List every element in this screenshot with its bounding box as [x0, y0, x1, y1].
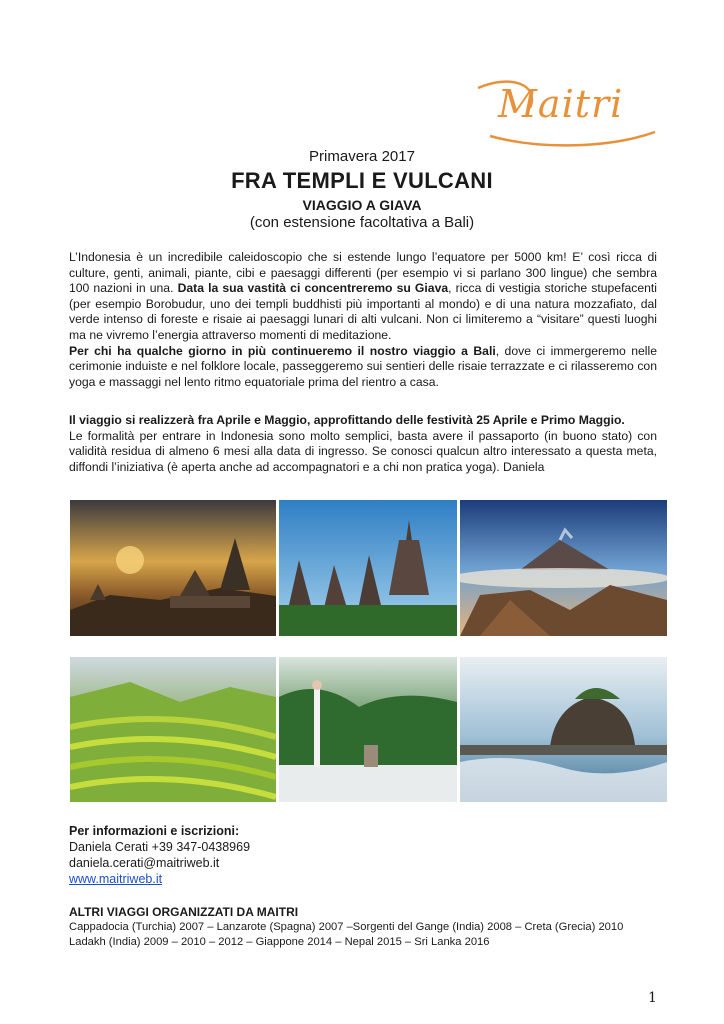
- maitri-logo: [470, 78, 660, 150]
- photo-yoga-bali: [279, 657, 457, 802]
- intro-bold-java: Data la sua vastità ci concentreremo su Giava: [177, 281, 449, 296]
- other-trips-block: [69, 905, 669, 950]
- photo-prambanan: [279, 500, 457, 636]
- page-subtitle: VIAGGIO A GIAVA: [302, 197, 422, 213]
- page-title: FRA TEMPLI E VULCANI: [231, 168, 493, 193]
- season-label: Primavera 2017: [309, 148, 415, 165]
- contact-block: [69, 823, 250, 887]
- page-number: 1: [648, 990, 657, 1006]
- intro-text-a: L’Indonesia è un incredibile caleidoscopio che si estende lungo l’equatore per 5000 km! E’ così ricca di culture, genti, animali, piante, cibi e paesaggi differenti (per esempio vi si parlano 300 lingue) che sembra 100 nazioni in una.: [69, 250, 657, 296]
- photo-bromo-volcano: [460, 500, 667, 636]
- logo-text: Maitri: [498, 82, 624, 126]
- intro-text-bali: , dove ci immergeremo nelle cerimonie induiste e nel folklore locale, passeggeremo sui sentieri delle risaie terrazzate e ci rilasseremo con yoga e massaggi nel lento ritmo equatoriale prima del rientro a casa.: [69, 343, 657, 389]
- other-trips-heading: ALTRI VIAGGI ORGANIZZATI DA MAITRI: [69, 905, 299, 919]
- intro-paragraph: [69, 250, 657, 390]
- intro-bold-bali: Per chi ha qualche giorno in più continueremo il nostro viaggio a Bali: [69, 343, 496, 358]
- other-trips-line-2: Ladakh (India) 2009 – 2010 – 2012 – Giappone 2014 – Nepal 2015 – Sri Lanka 2016: [69, 936, 490, 948]
- contact-heading: Per informazioni e iscrizioni:: [69, 824, 240, 838]
- photo-tanah-lot: [460, 657, 667, 802]
- other-trips-line-1: Cappadocia (Turchia) 2007 – Lanzarote (Spagna) 2007 –Sorgenti del Gange (India) 2008 – Creta (Grecia) 2010: [69, 921, 624, 933]
- contact-email: daniela.cerati@maitriweb.it: [69, 856, 220, 870]
- intro-text-b: , ricca di vestigia storiche stupefacenti (per esempio Borobudur, uno dei templi buddhisti più importanti al mondo) e di una natura mozzafiato, dal verde intenso di foreste e risaie ai paesaggi lunari di alti vulcani. Non ci limiteremo a “visitare” questi luoghi ma ne vivremo l’energia attraverso momenti di meditazione.: [69, 281, 657, 342]
- contact-name-phone: Daniela Cerati +39 347-0438969: [69, 840, 251, 854]
- website-link[interactable]: www.maitriweb.it: [69, 872, 163, 886]
- photo-borobudur: [70, 500, 276, 636]
- photo-rice-terraces: [70, 657, 276, 802]
- details-text: Le formalità per entrare in Indonesia sono molto semplici, basta avere il passaporto (in buono stato) con validità residua di almeno 6 mesi alla data di ingresso. Se conosci qualcun altro interessato a questa meta, diffondi l’iniziativa (è aperta anche ad accompagnatori e a chi non pratica yoga). Daniela: [69, 428, 657, 474]
- details-paragraph: [69, 413, 657, 475]
- details-bold: Il viaggio si realizzerà fra Aprile e Maggio, approfittando delle festività 25 Aprile e Primo Maggio.: [69, 413, 625, 427]
- page-subtitle-extension: (con estensione facoltativa a Bali): [249, 214, 475, 231]
